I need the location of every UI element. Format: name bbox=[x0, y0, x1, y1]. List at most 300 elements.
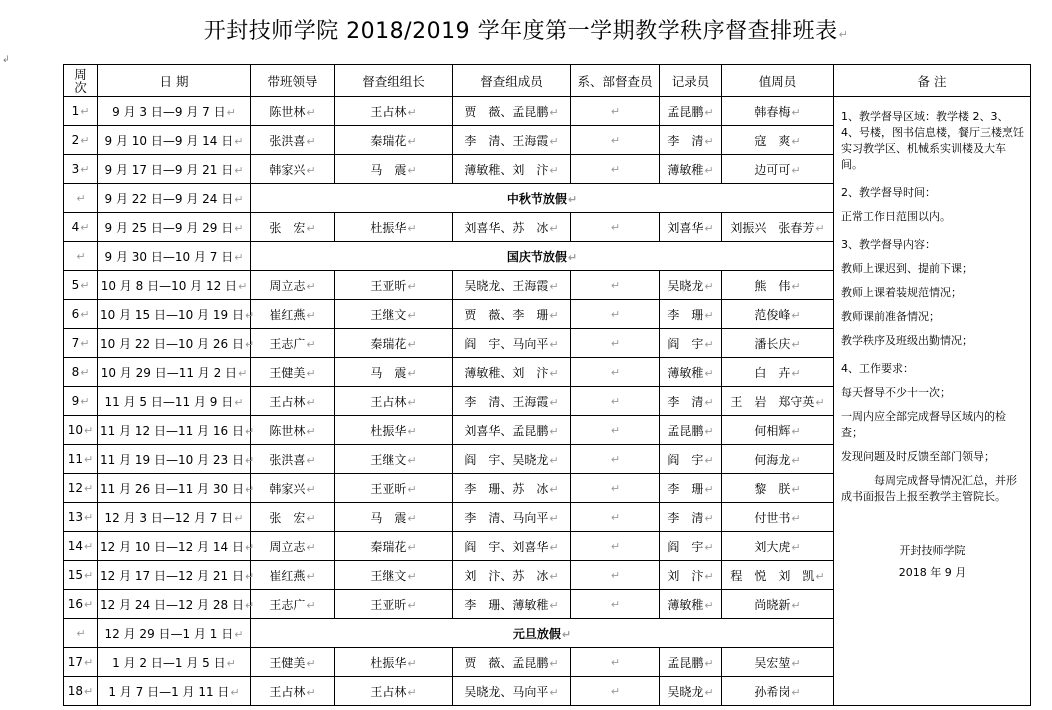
week-cell-text: 10 bbox=[67, 423, 84, 437]
return-mark: ↵ bbox=[234, 627, 244, 641]
leader-cell-text: 张 宏 bbox=[269, 510, 306, 525]
holiday-name-text: 元旦放假 bbox=[512, 626, 561, 641]
notes-spacer bbox=[841, 401, 1024, 409]
recorder-cell bbox=[660, 155, 722, 184]
return-mark: ↵ bbox=[791, 656, 801, 670]
return-mark: ↵ bbox=[306, 569, 316, 583]
recorder-cell bbox=[660, 97, 722, 126]
duty-cell-text: 尚晓新 bbox=[754, 597, 791, 612]
date-cell bbox=[98, 619, 251, 648]
return-mark: ↵ bbox=[610, 598, 621, 611]
return-mark: ↵ bbox=[84, 598, 94, 611]
group-leader-cell bbox=[335, 474, 453, 503]
return-mark: ↵ bbox=[234, 192, 244, 206]
recorder-cell bbox=[660, 300, 722, 329]
duty-cell bbox=[722, 329, 834, 358]
return-mark: ↵ bbox=[306, 598, 316, 612]
members-cell bbox=[453, 358, 571, 387]
duty-cell-text: 韩春梅 bbox=[754, 104, 791, 119]
members-cell bbox=[453, 648, 571, 677]
members-cell bbox=[453, 271, 571, 300]
return-mark: ↵ bbox=[704, 279, 714, 293]
group-leader-cell bbox=[335, 503, 453, 532]
dept-inspector-cell bbox=[571, 648, 660, 677]
duty-cell bbox=[722, 126, 834, 155]
date-cell-text: 12 月 29 日—1 月 1 日 bbox=[104, 626, 234, 641]
leader-cell-text: 王占林 bbox=[269, 394, 306, 409]
recorder-cell-text: 孟昆鹏 bbox=[667, 655, 704, 670]
recorder-cell-text: 吴晓龙 bbox=[667, 278, 704, 293]
return-mark: ↵ bbox=[549, 366, 559, 380]
date-cell-text: 12 月 3 日—12 月 7 日 bbox=[104, 510, 234, 525]
week-cell bbox=[64, 184, 98, 213]
notes-area: 1、教学督导区域：教学楼 2、3、4、号楼，图书信息楼，餐厅三楼烹饪实习教学区、机械系实训楼及大车间。 bbox=[841, 110, 1024, 171]
date-cell bbox=[98, 387, 251, 416]
return-mark: ↵ bbox=[704, 424, 714, 438]
header-date: 日 期 bbox=[98, 65, 251, 97]
notes-spacer bbox=[841, 301, 1024, 309]
members-cell bbox=[453, 590, 571, 619]
return-mark: ↵ bbox=[549, 337, 559, 351]
date-cell bbox=[98, 503, 251, 532]
return-mark: ↵ bbox=[226, 105, 236, 119]
return-mark: ↵ bbox=[610, 569, 621, 582]
return-mark: ↵ bbox=[80, 337, 90, 350]
date-cell-text: 9 月 3 日—9 月 7 日 bbox=[112, 104, 226, 119]
return-mark: ↵ bbox=[306, 134, 316, 148]
notes-spacer bbox=[841, 225, 1024, 237]
holiday-name-text: 国庆节放假 bbox=[506, 249, 567, 264]
leader-cell bbox=[251, 648, 335, 677]
return-mark: ↵ bbox=[704, 395, 714, 409]
return-mark: ↵ bbox=[306, 685, 316, 699]
week-cell bbox=[64, 387, 98, 416]
return-mark: ↵ bbox=[567, 192, 578, 206]
week-cell bbox=[64, 329, 98, 358]
return-mark: ↵ bbox=[407, 279, 417, 293]
return-mark: ↵ bbox=[704, 105, 714, 119]
return-mark: ↵ bbox=[407, 685, 417, 699]
duty-cell bbox=[722, 503, 834, 532]
return-mark: ↵ bbox=[306, 453, 316, 467]
recorder-cell bbox=[660, 126, 722, 155]
group-leader-cell-text: 王占林 bbox=[370, 684, 407, 699]
group-leader-cell-text: 马 震 bbox=[370, 365, 407, 380]
return-mark: ↵ bbox=[306, 279, 316, 293]
return-mark: ↵ bbox=[238, 366, 248, 380]
week-cell bbox=[64, 155, 98, 184]
week-cell bbox=[64, 358, 98, 387]
duty-cell-text: 刘振兴 张春芳 bbox=[730, 220, 815, 235]
group-leader-cell-text: 杜振华 bbox=[370, 655, 407, 670]
return-mark: ↵ bbox=[791, 279, 801, 293]
group-leader-cell bbox=[335, 416, 453, 445]
week-cell bbox=[64, 503, 98, 532]
date-cell bbox=[98, 474, 255, 503]
date-cell bbox=[98, 329, 255, 358]
group-leader-cell bbox=[335, 590, 453, 619]
members-cell-text: 李 清、马向平 bbox=[464, 510, 549, 525]
header-group-leader: 督查组组长 bbox=[335, 65, 453, 97]
members-cell bbox=[453, 126, 571, 155]
return-mark: ↵ bbox=[407, 482, 417, 496]
date-cell-text: 10 月 15 日—10 月 19 日 bbox=[100, 307, 244, 322]
date-cell bbox=[98, 97, 251, 126]
members-cell bbox=[453, 387, 571, 416]
date-cell-text: 1 月 2 日—1 月 5 日 bbox=[112, 655, 226, 670]
recorder-cell-text: 李 清 bbox=[667, 133, 704, 148]
week-cell bbox=[64, 474, 98, 503]
return-mark: ↵ bbox=[704, 308, 714, 322]
leader-cell bbox=[251, 358, 335, 387]
duty-cell bbox=[722, 271, 834, 300]
return-mark: ↵ bbox=[791, 163, 801, 177]
dept-inspector-cell bbox=[571, 532, 660, 561]
notes-spacer bbox=[841, 377, 1024, 385]
duty-cell-text: 潘长庆 bbox=[754, 336, 791, 351]
return-mark: ↵ bbox=[230, 685, 240, 699]
return-mark: ↵ bbox=[80, 134, 90, 147]
duty-cell bbox=[722, 648, 834, 677]
dept-inspector-cell bbox=[571, 155, 660, 184]
date-cell-text: 12 月 10 日—12 月 14 日 bbox=[100, 539, 244, 554]
members-cell-text: 阎 宇、刘喜华 bbox=[464, 539, 549, 554]
recorder-cell bbox=[660, 387, 722, 416]
recorder-cell bbox=[660, 329, 722, 358]
members-cell-text: 阎 宇、马向平 bbox=[464, 336, 549, 351]
group-leader-cell bbox=[335, 387, 453, 416]
duty-cell bbox=[722, 561, 834, 590]
margin-mark: ↲ bbox=[2, 55, 10, 65]
return-mark: ↵ bbox=[610, 337, 621, 350]
return-mark: ↵ bbox=[84, 482, 94, 495]
notes-time-title: 2、教学督导时间： bbox=[841, 186, 936, 199]
return-mark: ↵ bbox=[704, 482, 714, 496]
dept-inspector-cell bbox=[571, 271, 660, 300]
leader-cell bbox=[251, 271, 335, 300]
group-leader-cell bbox=[335, 271, 453, 300]
recorder-cell bbox=[660, 561, 722, 590]
date-cell-text: 9 月 17 日—9 月 21 日 bbox=[104, 162, 234, 177]
leader-cell bbox=[251, 590, 335, 619]
return-mark: ↵ bbox=[791, 511, 801, 525]
leader-cell bbox=[251, 213, 335, 242]
dept-inspector-cell bbox=[571, 126, 660, 155]
date-cell bbox=[98, 300, 255, 329]
date-cell bbox=[98, 213, 251, 242]
group-leader-cell-text: 秦瑞花 bbox=[370, 539, 407, 554]
group-leader-cell-text: 王继文 bbox=[370, 307, 407, 322]
return-mark: ↵ bbox=[84, 656, 94, 669]
group-leader-cell bbox=[335, 445, 453, 474]
leader-cell-text: 陈世林 bbox=[269, 423, 306, 438]
return-mark: ↵ bbox=[549, 395, 559, 409]
group-leader-cell bbox=[335, 677, 453, 706]
week-cell-text: 16 bbox=[67, 597, 84, 611]
recorder-cell bbox=[660, 474, 722, 503]
date-cell-text: 11 月 26 日—11 月 30 日 bbox=[100, 481, 244, 496]
duty-cell bbox=[722, 445, 834, 474]
date-cell bbox=[98, 445, 255, 474]
week-cell-text: 8 bbox=[71, 365, 80, 379]
group-leader-cell-text: 杜振华 bbox=[370, 220, 407, 235]
group-leader-cell-text: 王亚昕 bbox=[370, 278, 407, 293]
return-mark: ↵ bbox=[704, 685, 714, 699]
members-cell bbox=[453, 677, 571, 706]
table-row bbox=[64, 97, 1031, 126]
duty-cell-text: 白 卉 bbox=[754, 365, 791, 380]
group-leader-cell-text: 马 震 bbox=[370, 510, 407, 525]
header-members: 督查组成员 bbox=[453, 65, 571, 97]
return-mark: ↵ bbox=[838, 28, 849, 41]
duty-cell-text: 吴宏堃 bbox=[754, 655, 791, 670]
duty-cell bbox=[722, 213, 834, 242]
duty-cell bbox=[722, 300, 834, 329]
return-mark: ↵ bbox=[76, 250, 86, 263]
duty-cell-text: 何相辉 bbox=[754, 423, 791, 438]
return-mark: ↵ bbox=[610, 540, 621, 553]
duty-cell bbox=[722, 387, 834, 416]
leader-cell bbox=[251, 445, 335, 474]
week-cell bbox=[64, 242, 98, 271]
dept-inspector-cell bbox=[571, 503, 660, 532]
group-leader-cell-text: 王亚昕 bbox=[370, 481, 407, 496]
recorder-cell-text: 吴晓龙 bbox=[667, 684, 704, 699]
return-mark: ↵ bbox=[407, 308, 417, 322]
return-mark: ↵ bbox=[561, 627, 572, 641]
return-mark: ↵ bbox=[610, 656, 621, 669]
week-cell-text: 15 bbox=[67, 568, 84, 582]
dept-inspector-cell bbox=[571, 329, 660, 358]
return-mark: ↵ bbox=[815, 395, 825, 409]
return-mark: ↵ bbox=[80, 221, 90, 234]
week-cell bbox=[64, 445, 98, 474]
return-mark: ↵ bbox=[549, 163, 559, 177]
notes-sign-date: 2018 年 9 月 bbox=[898, 566, 967, 579]
date-cell bbox=[98, 126, 251, 155]
leader-cell bbox=[251, 155, 335, 184]
dept-inspector-cell bbox=[571, 387, 660, 416]
members-cell-text: 吴晓龙、马向平 bbox=[464, 684, 549, 699]
return-mark: ↵ bbox=[815, 569, 825, 583]
members-cell-text: 李 清、王海霞 bbox=[464, 394, 549, 409]
leader-cell-text: 王占林 bbox=[269, 684, 306, 699]
leader-cell-text: 王健美 bbox=[269, 655, 306, 670]
notes-spacer bbox=[841, 173, 1024, 185]
leader-cell-text: 韩家兴 bbox=[269, 481, 306, 496]
return-mark: ↵ bbox=[306, 656, 316, 670]
return-mark: ↵ bbox=[234, 221, 244, 235]
return-mark: ↵ bbox=[610, 279, 621, 292]
duty-cell bbox=[722, 590, 834, 619]
group-leader-cell-text: 王占林 bbox=[370, 104, 407, 119]
week-cell-text: 9 bbox=[71, 394, 80, 408]
week-cell-text: 17 bbox=[67, 655, 84, 669]
return-mark: ↵ bbox=[549, 569, 559, 583]
dept-inspector-cell bbox=[571, 416, 660, 445]
header-week: 周次 bbox=[64, 65, 98, 97]
leader-cell-text: 崔红燕 bbox=[269, 307, 306, 322]
return-mark: ↵ bbox=[549, 279, 559, 293]
recorder-cell-text: 刘 汴 bbox=[667, 568, 704, 583]
return-mark: ↵ bbox=[610, 685, 621, 698]
date-cell bbox=[98, 358, 251, 387]
notes-content-title: 3、教学督导内容： bbox=[841, 238, 936, 251]
return-mark: ↵ bbox=[549, 453, 559, 467]
leader-cell bbox=[251, 387, 335, 416]
recorder-cell-text: 李 清 bbox=[667, 510, 704, 525]
return-mark: ↵ bbox=[610, 482, 621, 495]
date-cell bbox=[98, 561, 255, 590]
duty-cell bbox=[722, 474, 834, 503]
group-leader-cell-text: 杜振华 bbox=[370, 423, 407, 438]
return-mark: ↵ bbox=[549, 598, 559, 612]
members-cell bbox=[453, 532, 571, 561]
duty-cell-text: 黎 朕 bbox=[754, 481, 791, 496]
notes-spacer bbox=[841, 253, 1024, 261]
return-mark: ↵ bbox=[549, 482, 559, 496]
return-mark: ↵ bbox=[407, 569, 417, 583]
week-cell bbox=[64, 561, 98, 590]
return-mark: ↵ bbox=[244, 453, 255, 467]
leader-cell-text: 周立志 bbox=[269, 278, 306, 293]
return-mark: ↵ bbox=[791, 308, 801, 322]
group-leader-cell-text: 王继文 bbox=[370, 568, 407, 583]
return-mark: ↵ bbox=[234, 163, 244, 177]
week-cell bbox=[64, 619, 98, 648]
duty-cell bbox=[722, 532, 834, 561]
group-leader-cell bbox=[335, 155, 453, 184]
return-mark: ↵ bbox=[704, 134, 714, 148]
return-mark: ↵ bbox=[407, 540, 417, 554]
recorder-cell-text: 薄敏稚 bbox=[667, 597, 704, 612]
members-cell bbox=[453, 213, 571, 242]
week-cell bbox=[64, 97, 98, 126]
leader-cell-text: 王志广 bbox=[269, 597, 306, 612]
week-cell bbox=[64, 648, 98, 677]
leader-cell bbox=[251, 503, 335, 532]
notes-content-item: 教师课前准备情况； bbox=[841, 310, 940, 323]
date-cell-text: 10 月 8 日—10 月 12 日 bbox=[100, 278, 238, 293]
group-leader-cell bbox=[335, 532, 453, 561]
date-cell-text: 1 月 7 日—1 月 11 日 bbox=[108, 684, 230, 699]
group-leader-cell-text: 王亚昕 bbox=[370, 597, 407, 612]
recorder-cell bbox=[660, 213, 722, 242]
notes-spacer bbox=[841, 349, 1024, 361]
leader-cell bbox=[251, 416, 335, 445]
return-mark: ↵ bbox=[610, 424, 621, 437]
return-mark: ↵ bbox=[84, 540, 94, 553]
leader-cell-text: 韩家兴 bbox=[269, 162, 306, 177]
duty-cell bbox=[722, 97, 834, 126]
return-mark: ↵ bbox=[791, 540, 801, 554]
week-cell-text: 2 bbox=[71, 133, 80, 147]
date-cell bbox=[98, 677, 251, 706]
return-mark: ↵ bbox=[244, 337, 255, 351]
return-mark: ↵ bbox=[306, 308, 316, 322]
return-mark: ↵ bbox=[407, 221, 417, 235]
group-leader-cell bbox=[335, 358, 453, 387]
date-cell bbox=[98, 184, 251, 213]
recorder-cell bbox=[660, 445, 722, 474]
date-cell bbox=[98, 155, 251, 184]
recorder-cell-text: 李 珊 bbox=[667, 481, 704, 496]
duty-cell bbox=[722, 677, 834, 706]
group-leader-cell-text: 马 震 bbox=[370, 162, 407, 177]
return-mark: ↵ bbox=[306, 540, 316, 554]
date-cell bbox=[98, 648, 251, 677]
dept-inspector-cell bbox=[571, 561, 660, 590]
date-cell bbox=[98, 416, 255, 445]
week-cell-text: 4 bbox=[71, 220, 80, 234]
date-cell-text: 12 月 24 日—12 月 28 日 bbox=[100, 597, 244, 612]
members-cell bbox=[453, 155, 571, 184]
return-mark: ↵ bbox=[549, 105, 559, 119]
duty-cell bbox=[722, 155, 834, 184]
members-cell-text: 李 珊、薄敏稚 bbox=[464, 597, 549, 612]
return-mark: ↵ bbox=[84, 569, 94, 582]
duty-cell-text: 边可可 bbox=[754, 162, 791, 177]
return-mark: ↵ bbox=[549, 656, 559, 670]
return-mark: ↵ bbox=[791, 598, 801, 612]
return-mark: ↵ bbox=[306, 482, 316, 496]
duty-cell-text: 孙希岗 bbox=[754, 684, 791, 699]
return-mark: ↵ bbox=[704, 337, 714, 351]
week-cell bbox=[64, 300, 98, 329]
return-mark: ↵ bbox=[791, 105, 801, 119]
return-mark: ↵ bbox=[234, 134, 244, 148]
members-cell-text: 薄敏稚、刘 汴 bbox=[464, 365, 549, 380]
return-mark: ↵ bbox=[306, 395, 316, 409]
notes-cell bbox=[834, 97, 1031, 706]
notes-req-item: 一周内应全部完成督导区域内的检查； bbox=[841, 410, 1006, 439]
notes-spacer bbox=[841, 465, 1024, 473]
members-cell-text: 贾 薇、孟昆鹏 bbox=[464, 655, 549, 670]
header-recorder: 记录员 bbox=[660, 65, 722, 97]
dept-inspector-cell bbox=[571, 445, 660, 474]
members-cell bbox=[453, 561, 571, 590]
date-cell bbox=[98, 590, 255, 619]
return-mark: ↵ bbox=[704, 569, 714, 583]
date-cell bbox=[98, 271, 251, 300]
return-mark: ↵ bbox=[704, 511, 714, 525]
return-mark: ↵ bbox=[791, 453, 801, 467]
members-cell-text: 刘喜华、苏 冰 bbox=[464, 220, 549, 235]
dept-inspector-cell bbox=[571, 590, 660, 619]
return-mark: ↵ bbox=[306, 221, 316, 235]
notes-req-item: 每天督导不少十一次； bbox=[841, 386, 951, 399]
return-mark: ↵ bbox=[704, 453, 714, 467]
members-cell-text: 李 珊、苏 冰 bbox=[464, 481, 549, 496]
group-leader-cell bbox=[335, 97, 453, 126]
date-cell-text: 12 月 17 日—12 月 21 日 bbox=[100, 568, 244, 583]
duty-cell-text: 刘大虎 bbox=[754, 539, 791, 554]
return-mark: ↵ bbox=[226, 656, 236, 670]
week-cell-text: 13 bbox=[67, 510, 84, 524]
week-cell-text: 6 bbox=[71, 307, 80, 321]
recorder-cell bbox=[660, 532, 722, 561]
return-mark: ↵ bbox=[549, 221, 559, 235]
return-mark: ↵ bbox=[704, 598, 714, 612]
date-cell-text: 9 月 25 日—9 月 29 日 bbox=[104, 220, 234, 235]
recorder-cell bbox=[660, 677, 722, 706]
recorder-cell bbox=[660, 503, 722, 532]
recorder-cell-text: 孟昆鹏 bbox=[667, 104, 704, 119]
page-title bbox=[0, 14, 1052, 45]
members-cell bbox=[453, 503, 571, 532]
return-mark: ↵ bbox=[567, 250, 578, 264]
week-cell-text: 1 bbox=[71, 104, 80, 118]
